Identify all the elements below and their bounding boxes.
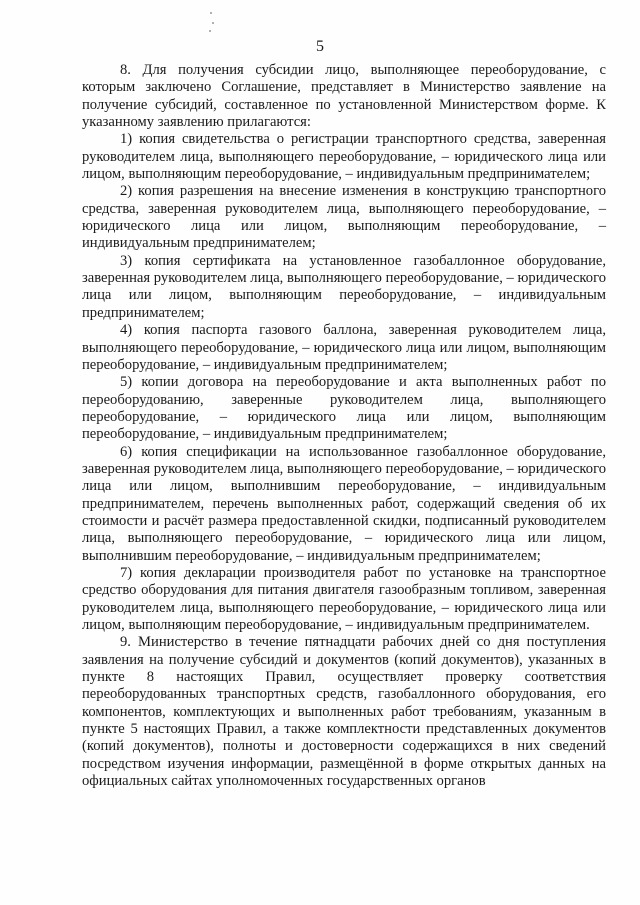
list-item-1: 1) копия свидетельства о регистрации транспортного средства, заверенная руководителем лица, выполняющего переоборудование, – юридического лица или лицом, выполняющим переоборудование, – индивидуальным предпринимателем; [82,131,606,183]
list-item-4: 4) копия паспорта газового баллона, заверенная руководителем лица, выполняющего переоборудование, – юридического лица или лицом, выполняющим переоборудование, – индивидуальным предпринимателем; [82,322,606,373]
paragraph-8: 8. Для получения субсидии лицо, выполняющее переоборудование, с которым заключено Соглашение, представляет в Министерство заявление на получение субсидий, составленное по установленной Министерством форме. К указанному заявлению прилагаются: [82,62,606,131]
list-item-2: 2) копия разрешения на внесение изменения в конструкцию транспортного средства, заверенная руководителем лица, выполняющего переоборудование, – юридического лица или лицом, выполняющим переоборудование, – индивидуальным предпринимателем; [82,183,606,252]
list-item-3: 3) копия сертификата на установленное газобаллонное оборудование, заверенная руководителем лица, выполняющего переоборудование, – юридического лица или лицом, выполняющим переоборудование, – индивидуальным предпринимателем; [82,252,606,321]
document-body [82,62,606,790]
list-item-5: 5) копии договора на переоборудование и акта выполненных работ по переоборудованию, заверенные руководителем лица, выполняющего переоборудование, – юридического лица или лицом, выполняющим переоборудование, – индивидуальным предпринимателем; [82,374,606,443]
list-item-6: 6) копия спецификации на использованное газобаллонное оборудование, заверенная руководителем лица, выполняющего переоборудование, – юридического лица или лицом, выполнившим переоборудование, – индивидуальным предпринимателем, перечень выполненных работ, содержащий сведения об их стоимости и расчёт размера предоставленной скидки, подписанный руководителем лица, выполняющего переоборудование, – юридического лица или лицом, выполнившим переоборудование, – индивидуальным предпринимателем; [82,443,606,564]
scan-artifact [209,30,211,32]
list-item-7: 7) копия декларации производителя работ по установке на транспортное средство оборудования для питания двигателя газообразным топливом, заверенная руководителем лица, выполняющего переоборудование, – юридического лица или лицом, выполняющим переоборудование, – индивидуальным предпринимателем. [82,564,606,633]
scan-artifact [212,22,214,24]
paragraph-9: 9. Министерство в течение пятнадцати рабочих дней со дня поступления заявления на получение субсидий и документов (копий документов), указанных в пункте 8 настоящих Правил, осуществляет проверку соответствия переоборудованных транспортных средств, газобаллонного оборудования, его компонентов, комплектующих и выполненных работ требованиям, указанным в пункте 5 настоящих Правил, а также комплектности представленных документов (копий документов), полноты и достоверности содержащихся в них сведений посредством изучения информации, размещённой в форме открытых данных на официальных сайтах уполномоченных государственных органов [82,634,606,790]
scan-artifact [210,12,212,14]
page-number: 5 [316,38,324,55]
